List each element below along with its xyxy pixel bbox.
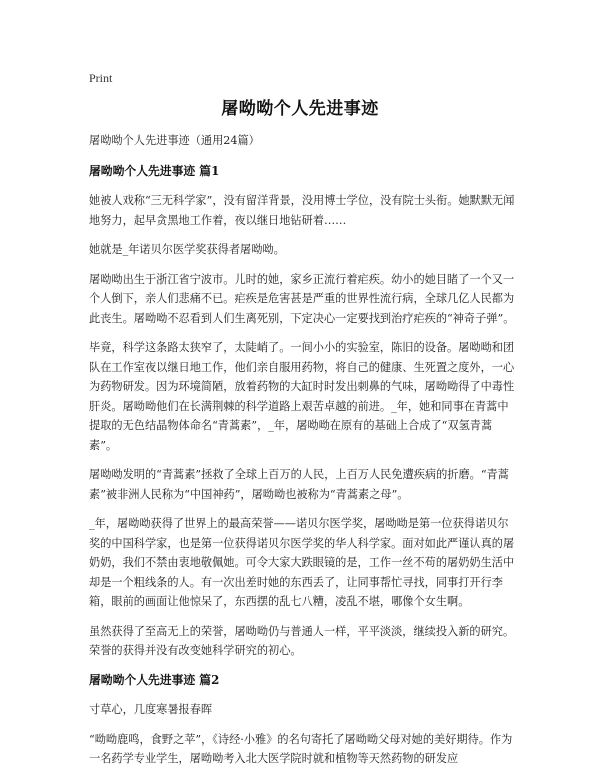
paragraph: 她就是_年诺贝尔医学奖获得者屠呦呦。 [89,243,285,256]
paragraph: 屠呦呦出生于浙江省宁波市。儿时的她，家乡正流行着疟疾。幼小的她目睹了一个又一个人倒下，亲人们悲痛不已。疟疾是危害甚是严重的世界性流行病，全球几亿人民都为此丧生。屠呦呦不忍看到人们生离死别，下定决心一定要找到治疗疟疾的“神奇子弹”。 [89,272,515,325]
paragraph: 她被人戏称“三无科学家”，没有留洋背景，没用博士学位，没有院士头衔。她默默无闻地努力，起早贪黑地工作着，夜以继日地钻研着…… [89,194,515,227]
paragraph: “呦呦鹿鸣，食野之苹”，《诗经·小雅》的名句寄托了屠呦呦父母对她的美好期待。作为一名药学专业学生，屠呦呦考入北大医学院时就和植物等天然药物的研发应 [89,732,513,765]
paragraph: 毕竟，科学这条路太狭窄了，太陡峭了。一间小小的实验室，陈旧的设备。屠呦呦和团队在工作室夜以继日地工作，他们亲自服用药物，将自己的健康、生死置之度外，一心为药物研发。因为环境简陋，放着药物的大缸时时发出刺鼻的气味，屠呦呦得了中毒性肝炎。屠呦呦他们在长满荆棘的科学道路上艰苦卓越的前进。_年，她和同事在青蒿中提取的无色结晶物体命名“青蒿素”，_年，屠呦呦在原有的基础上合成了“双氢青蒿素”。 [89,341,515,452]
page-title: 屠呦呦个人先进事迹 [221,99,379,119]
section-heading-1: 屠呦呦个人先进事迹 篇1 [89,163,220,178]
article-body [89,131,517,779]
paragraph: 寸草心，几度寒暑报春晖 [89,703,213,716]
paragraph: 屠呦呦发明的“青蒿素”拯救了全球上百万的人民，上百万人民免遭疾病的折磨。“青蒿素”被非洲人民称为“中国神药”，屠呦呦也被称为“青蒿素之母”。 [89,468,509,501]
print-link[interactable]: Print [89,71,113,85]
section-heading-2: 屠呦呦个人先进事迹 篇2 [89,672,220,687]
paragraph: _年，屠呦呦获得了世界上的最高荣誉——诺贝尔医学奖，屠呦呦是第一位获得诺贝尔奖的中国科学家，也是第一位获得诺贝尔医学奖的华人科学家。面对如此严谨认真的屠奶奶，我们不禁由衷地敬佩她。可令大家大跌眼镜的是，工作一丝不苟的屠奶奶生活中却是一个粗线条的人。有一次出差时她的东西丢了，让同事帮忙寻找，同事打开行李箱，眼前的画面让他惊呆了，东西摆的乱七八糟，凌乱不堪，哪像个女生啊。 [89,517,515,608]
paragraph: 虽然获得了至高无上的荣誉，屠呦呦仍与普通人一样，平平淡淡，继续投入新的研究。荣誉的获得并没有改变她科学研究的初心。 [89,624,515,657]
article-subtitle: 屠呦呦个人先进事迹（通用24篇） [89,134,260,147]
